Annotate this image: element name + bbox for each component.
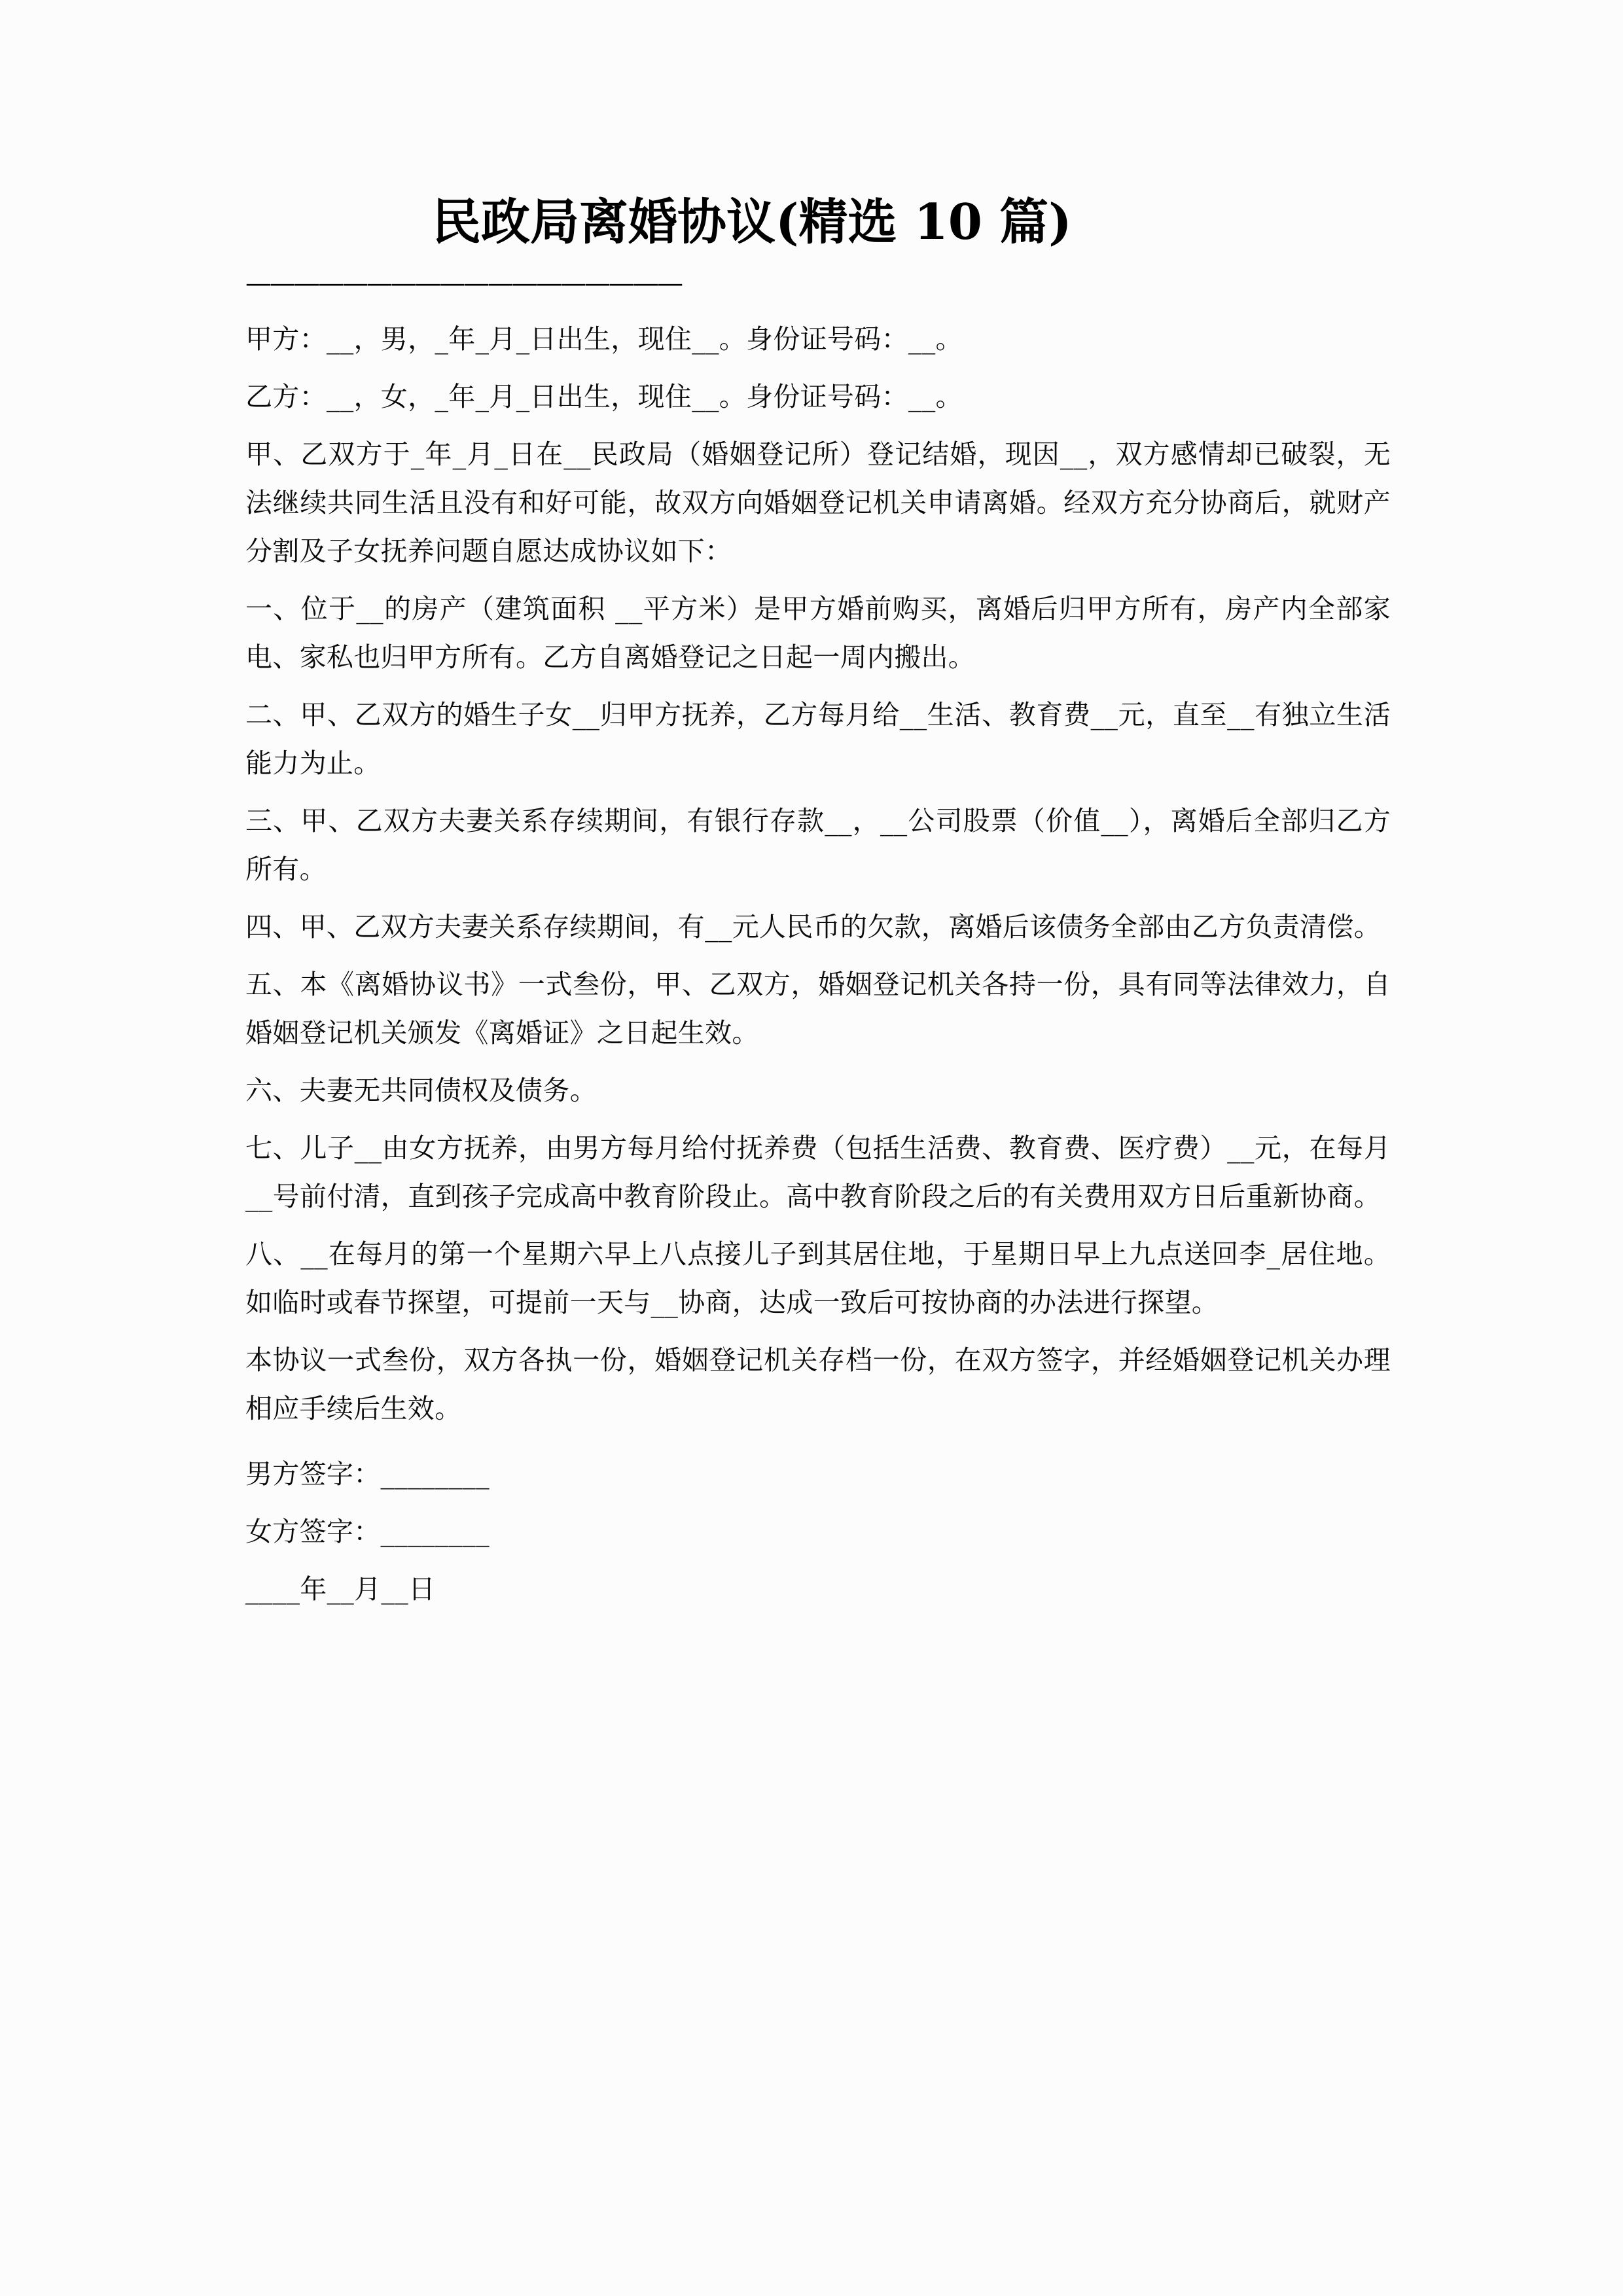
paragraph-closing: 本协议一式叁份，双方各执一份，婚姻登记机关存档一份，在双方签字，并经婚姻登记机关办理相应手续后生效。 (245, 1344, 1391, 1424)
signature-line-male: 男方签字：________ (245, 1458, 490, 1490)
paragraph-party-a: 甲方：__，男，_年_月_日出生，现住__。身份证号码：__。 (245, 323, 963, 355)
agreement-body (245, 315, 1391, 1433)
clause-2-child-custody: 二、甲、乙双方的婚生子女__归甲方抚养，乙方每月给__生活、教育费__元，直至__有独立生活能力为止。 (245, 698, 1391, 779)
clause-1-property: 一、位于__的房产（建筑面积 __平方米）是甲方婚前购买，离婚后归甲方所有，房产内全部家电、家私也归甲方所有。乙方自离婚登记之日起一周内搬出。 (245, 592, 1391, 673)
title-separator: —————————————————— (245, 270, 681, 298)
signature-date-line: ____年__月__日 (245, 1573, 436, 1605)
clause-6-no-joint-debt: 六、夫妻无共同债权及债务。 (245, 1074, 597, 1106)
clause-4-debt: 四、甲、乙双方夫妻关系存续期间，有__元人民币的欠款，离婚后该债务全部由乙方负责清偿。 (245, 910, 1381, 942)
clause-3-savings: 三、甲、乙双方夫妻关系存续期间，有银行存款__，__公司股票（价值__），离婚后全部归乙方所有。 (245, 804, 1391, 885)
clause-7-support-fee: 七、儿子__由女方抚养，由男方每月给付抚养费（包括生活费、教育费、医疗费）__元，在每月__号前付清，直到孩子完成高中教育阶段止。高中教育阶段之后的有关费用双方日后重新协商。 (245, 1132, 1391, 1212)
clause-8-visitation: 八、__在每月的第一个星期六早上八点接儿子到其居住地，于星期日早上九点送回李_居住地。如临时或春节探望，可提前一天与__协商，达成一致后可按协商的办法进行探望。 (245, 1238, 1391, 1318)
paragraph-preamble: 甲、乙双方于_年_月_日在__民政局（婚姻登记所）登记结婚，现因__，双方感情却已破裂，无法继续共同生活且没有和好可能，故双方向婚姻登记机关申请离婚。经双方充分协商后，就财产分割及子女抚养问题自愿达成协议如下： (245, 438, 1391, 567)
document-content (245, 193, 1391, 1623)
signature-line-female: 女方签字：________ (245, 1515, 490, 1547)
paragraph-party-b: 乙方：__，女，_年_月_日出生，现住__。身份证号码：__。 (245, 380, 963, 412)
page-title: 民政局离婚协议(精选 10 篇) (432, 193, 1072, 251)
signature-block (245, 1450, 1391, 1613)
clause-5-copies: 五、本《离婚协议书》一式叁份，甲、乙双方，婚姻登记机关各持一份，具有同等法律效力，自婚姻登记机关颁发《离婚证》之日起生效。 (245, 968, 1391, 1049)
